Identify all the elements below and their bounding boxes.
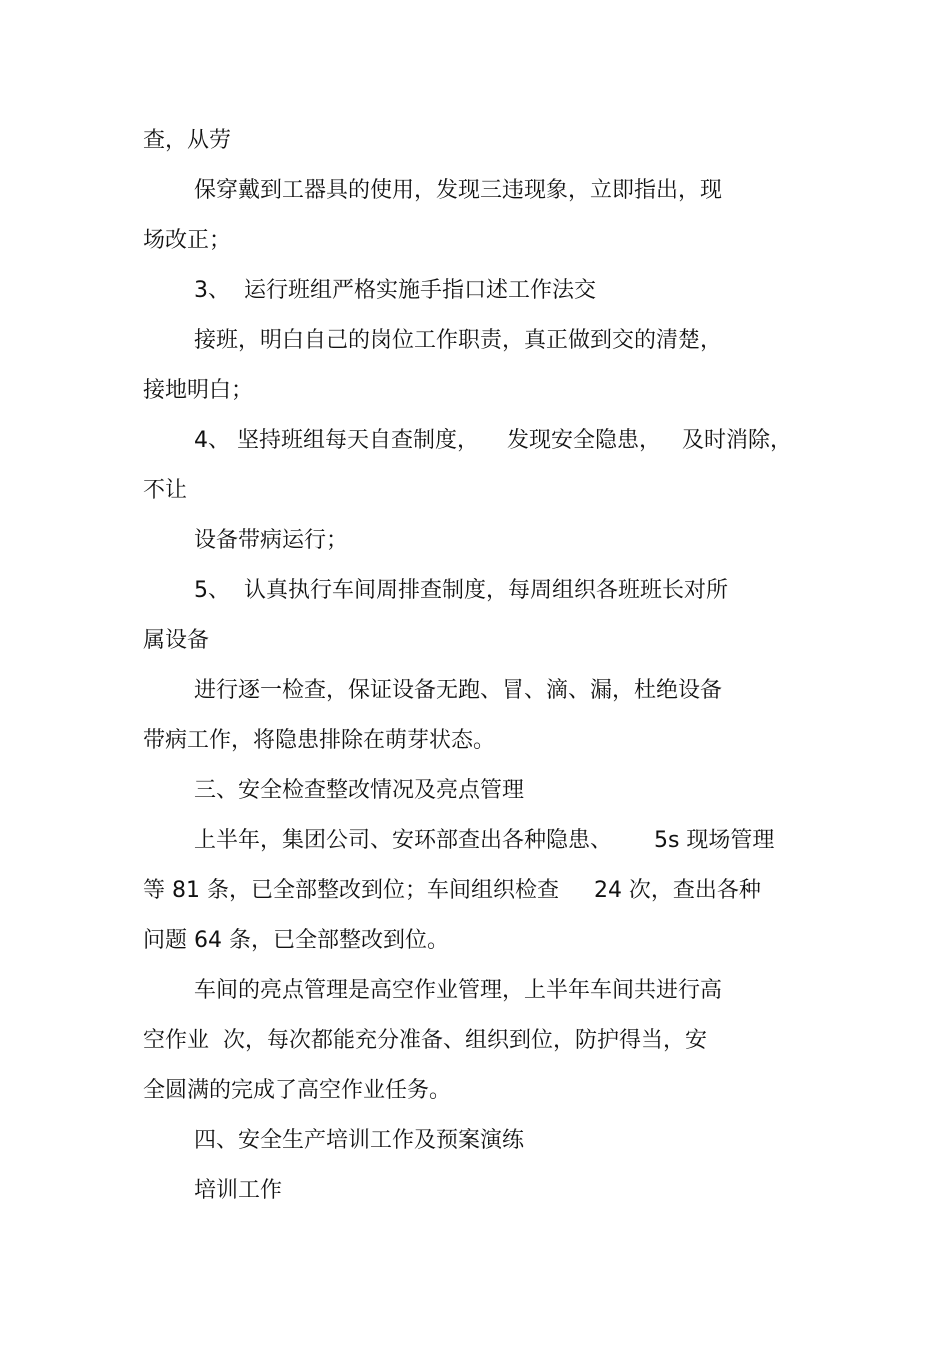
paragraph-line: 保穿戴到工器具的使用，发现三违现象，立即指出，现 — [194, 178, 723, 203]
paragraph-line: 设备带病运行； — [194, 528, 349, 553]
list-item-4: 4、 坚持班组每天自查制度， 发现安全隐患， 及时消除， — [194, 428, 792, 453]
list-item-5: 5、 认真执行车间周排查制度，每周组织各班班长对所 — [194, 578, 728, 603]
paragraph-line: 接班，明白自己的岗位工作职责，真正做到交的清楚， — [194, 328, 723, 353]
paragraph-line: 不让 — [143, 478, 188, 503]
paragraph-line: 等 81 条，已全部整改到位；车间组织检查 24 次，查出各种 — [143, 878, 761, 903]
paragraph-line: 上半年，集团公司、安环部查出各种隐患、 5s 现场管理 — [194, 828, 775, 853]
section-heading-4: 四、安全生产培训工作及预案演练 — [194, 1128, 525, 1153]
paragraph-line: 车间的亮点管理是高空作业管理，上半年车间共进行高 — [194, 978, 723, 1003]
paragraph-line: 全圆满的完成了高空作业任务。 — [143, 1078, 452, 1103]
paragraph-line: 进行逐一检查，保证设备无跑、冒、滴、漏，杜绝设备 — [194, 678, 723, 703]
subheading: 培训工作 — [194, 1178, 283, 1203]
paragraph-line: 场改正； — [143, 228, 232, 253]
paragraph-line: 接地明白； — [143, 378, 254, 403]
paragraph-line: 带病工作，将隐患排除在萌芽状态。 — [143, 728, 496, 753]
list-item-3: 3、 运行班组严格实施手指口述工作法交 — [194, 278, 596, 303]
paragraph-line: 空作业 次，每次都能充分准备、组织到位，防护得当，安 — [143, 1028, 707, 1053]
paragraph-line: 问题 64 条，已全部整改到位。 — [143, 928, 449, 953]
section-heading-3: 三、安全检查整改情况及亮点管理 — [194, 778, 525, 803]
paragraph-line: 查，从劳 — [143, 128, 232, 153]
paragraph-line: 属设备 — [143, 628, 210, 653]
